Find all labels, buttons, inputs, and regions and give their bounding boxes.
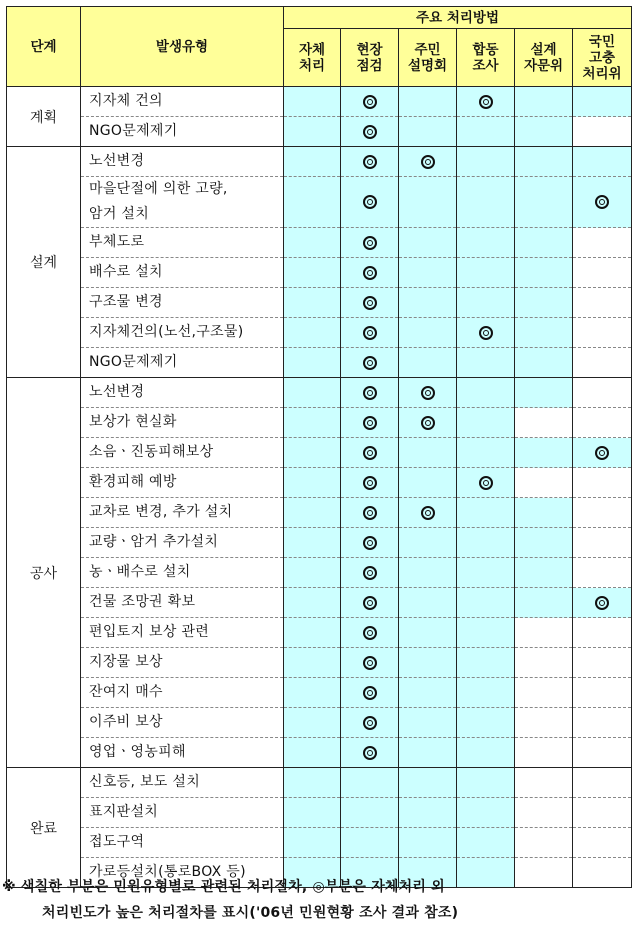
- double-circle-mark: [363, 125, 377, 139]
- method-cell: [573, 378, 632, 408]
- method-cell: [284, 408, 341, 438]
- type-line: 건물 조망권 확보: [89, 594, 196, 610]
- type-cell: [81, 618, 284, 648]
- table-row: [7, 378, 632, 408]
- method-cell: [457, 147, 515, 177]
- header-method-line: 국민: [588, 33, 616, 50]
- method-cell: [457, 258, 515, 288]
- method-cell: [515, 828, 573, 858]
- method-cell: [457, 177, 515, 228]
- double-circle-mark: [363, 446, 377, 460]
- header-method-line: 자체: [298, 41, 326, 58]
- type-line: 지장물 보상: [89, 654, 163, 670]
- double-circle-mark: [595, 446, 609, 460]
- double-circle-mark: [363, 266, 377, 280]
- method-cell: [284, 678, 341, 708]
- method-cell: [341, 828, 399, 858]
- method-cell: [515, 588, 573, 618]
- method-cell: [515, 798, 573, 828]
- method-cell: [515, 147, 573, 177]
- method-cell: [284, 798, 341, 828]
- table-row: [7, 528, 632, 558]
- method-cell: [341, 408, 399, 438]
- method-cell: [341, 258, 399, 288]
- type-cell: [81, 147, 284, 177]
- method-cell: [573, 288, 632, 318]
- method-cell: [573, 528, 632, 558]
- method-cell: [573, 618, 632, 648]
- method-cell: [341, 498, 399, 528]
- type-cell: [81, 117, 284, 147]
- header-method-line: 점검: [356, 57, 383, 74]
- method-cell: [515, 678, 573, 708]
- table-row: [7, 258, 632, 288]
- footnote-line-1: ※ 색칠한 부분은 민원유형별로 관련된 처리절차, ◎부분은 자체처리 외: [2, 879, 445, 895]
- method-cell: [399, 738, 457, 768]
- method-cell: [399, 378, 457, 408]
- method-cell: [457, 618, 515, 648]
- stage-cell: 설계: [7, 147, 81, 378]
- table-row: [7, 768, 632, 798]
- method-cell: [515, 558, 573, 588]
- method-cell: [457, 648, 515, 678]
- double-circle-mark: [363, 536, 377, 550]
- double-circle-mark: [363, 716, 377, 730]
- method-cell: [399, 558, 457, 588]
- method-cell: [573, 228, 632, 258]
- method-cell: [515, 288, 573, 318]
- header-method-line: 설명회: [407, 57, 448, 74]
- type-line: 신호등, 보도 설치: [89, 774, 201, 790]
- header-method-line: 처리: [298, 57, 326, 74]
- double-circle-mark: [595, 596, 609, 610]
- method-cell: [573, 177, 632, 228]
- footnote-line-2: 처리빈도가 높은 처리절차를 표시('06년 민원현황 조사 결과 참조): [42, 905, 459, 921]
- method-cell: [515, 738, 573, 768]
- type-line: 접도구역: [89, 834, 145, 850]
- method-cell: [457, 408, 515, 438]
- double-circle-mark: [363, 155, 377, 169]
- table-row: [7, 288, 632, 318]
- method-cell: [341, 147, 399, 177]
- method-cell: [341, 117, 399, 147]
- double-circle-mark: [421, 506, 435, 520]
- double-circle-mark: [421, 155, 435, 169]
- method-cell: [515, 648, 573, 678]
- header-method-line: 현장: [356, 41, 383, 58]
- table-row: [7, 348, 632, 378]
- method-cell: [573, 348, 632, 378]
- type-line: NGO문제제기: [89, 354, 178, 370]
- header-method-line: 자문위: [523, 57, 564, 74]
- method-cell: [284, 147, 341, 177]
- method-cell: [284, 87, 341, 117]
- method-cell: [284, 117, 341, 147]
- method-cell: [515, 378, 573, 408]
- table-row: [7, 648, 632, 678]
- method-cell: [341, 768, 399, 798]
- method-cell: [515, 177, 573, 228]
- method-cell: [399, 678, 457, 708]
- type-cell: [81, 288, 284, 318]
- header-method-2: [341, 29, 399, 87]
- method-cell: [284, 558, 341, 588]
- method-cell: [341, 318, 399, 348]
- type-cell: [81, 468, 284, 498]
- method-cell: [515, 498, 573, 528]
- table-row: [7, 147, 632, 177]
- method-cell: [573, 147, 632, 177]
- method-cell: [573, 768, 632, 798]
- method-cell: [573, 588, 632, 618]
- method-cell: [457, 438, 515, 468]
- method-cell: [341, 618, 399, 648]
- method-cell: [573, 678, 632, 708]
- method-cell: [284, 828, 341, 858]
- type-cell: [81, 588, 284, 618]
- method-cell: [399, 408, 457, 438]
- method-cell: [573, 708, 632, 738]
- header-method-line: 고충: [588, 49, 616, 66]
- type-line: 잔여지 매수: [89, 684, 163, 700]
- type-line: 편입토지 보상 관련: [89, 624, 210, 640]
- method-cell: [457, 678, 515, 708]
- method-cell: [341, 177, 399, 228]
- method-cell: [284, 528, 341, 558]
- method-cell: [573, 318, 632, 348]
- header-method-6: [573, 29, 632, 87]
- method-cell: [457, 117, 515, 147]
- method-cell: [341, 348, 399, 378]
- method-cell: [573, 408, 632, 438]
- method-cell: [457, 348, 515, 378]
- method-cell: [341, 528, 399, 558]
- method-cell: [341, 678, 399, 708]
- method-cell: [573, 258, 632, 288]
- method-cell: [341, 738, 399, 768]
- double-circle-mark: [363, 686, 377, 700]
- double-circle-mark: [363, 596, 377, 610]
- method-cell: [457, 738, 515, 768]
- table-row: [7, 117, 632, 147]
- method-cell: [341, 228, 399, 258]
- method-cell: [515, 438, 573, 468]
- method-cell: [284, 588, 341, 618]
- double-circle-mark: [363, 95, 377, 109]
- type-line: 교량ㆍ암거 추가설치: [89, 534, 219, 550]
- double-circle-mark: [479, 476, 493, 490]
- method-cell: [457, 528, 515, 558]
- type-line: 부체도로: [89, 234, 145, 250]
- type-line: 노선변경: [89, 153, 145, 169]
- method-cell: [457, 558, 515, 588]
- type-line: 표지판설치: [89, 804, 159, 820]
- type-cell: [81, 348, 284, 378]
- method-cell: [573, 828, 632, 858]
- method-cell: [399, 648, 457, 678]
- header-stage: 단계: [7, 7, 81, 87]
- method-cell: [284, 378, 341, 408]
- method-cell: [341, 648, 399, 678]
- method-cell: [284, 708, 341, 738]
- double-circle-mark: [363, 746, 377, 760]
- table-row: [7, 588, 632, 618]
- double-circle-mark: [363, 386, 377, 400]
- method-cell: [515, 258, 573, 288]
- double-circle-mark: [363, 236, 377, 250]
- method-cell: [284, 177, 341, 228]
- method-cell: [515, 408, 573, 438]
- method-cell: [399, 288, 457, 318]
- method-cell: [284, 288, 341, 318]
- type-line: 영업ㆍ영농피해: [89, 744, 186, 760]
- table-row: [7, 438, 632, 468]
- type-cell: [81, 828, 284, 858]
- table-row: [7, 708, 632, 738]
- method-cell: [341, 708, 399, 738]
- method-cell: [573, 558, 632, 588]
- table-row: [7, 177, 632, 228]
- method-cell: [399, 147, 457, 177]
- method-cell: [573, 738, 632, 768]
- type-cell: [81, 558, 284, 588]
- double-circle-mark: [363, 195, 377, 209]
- table-row: [7, 228, 632, 258]
- method-cell: [457, 318, 515, 348]
- type-cell: [81, 738, 284, 768]
- type-line: 노선변경: [89, 384, 145, 400]
- method-cell: [399, 177, 457, 228]
- type-cell: [81, 798, 284, 828]
- method-cell: [341, 558, 399, 588]
- table-row: [7, 678, 632, 708]
- method-cell: [573, 438, 632, 468]
- method-cell: [515, 228, 573, 258]
- table-row: [7, 498, 632, 528]
- method-cell: [457, 498, 515, 528]
- method-cell: [515, 87, 573, 117]
- method-cell: [399, 87, 457, 117]
- method-cell: [341, 378, 399, 408]
- method-cell: [457, 588, 515, 618]
- type-line: 소음ㆍ진동피해보상: [89, 444, 214, 460]
- method-cell: [399, 318, 457, 348]
- method-cell: [399, 528, 457, 558]
- method-cell: [573, 87, 632, 117]
- method-cell: [399, 438, 457, 468]
- table-row: [7, 408, 632, 438]
- method-cell: [399, 618, 457, 648]
- method-cell: [457, 378, 515, 408]
- header-method-5: [515, 29, 573, 87]
- stage-cell: 계획: [7, 87, 81, 147]
- method-cell: [457, 288, 515, 318]
- type-line: 보상가 현실화: [89, 414, 177, 430]
- method-cell: [515, 708, 573, 738]
- type-cell: [81, 648, 284, 678]
- type-line: 암거 설치: [89, 206, 150, 222]
- type-line: 지자체건의(노선,구조물): [89, 324, 244, 340]
- table-row: [7, 798, 632, 828]
- method-cell: [399, 768, 457, 798]
- double-circle-mark: [479, 95, 493, 109]
- header-method-1: [284, 29, 341, 87]
- type-cell: [81, 228, 284, 258]
- method-cell: [284, 498, 341, 528]
- header-method-line: 조사: [472, 57, 499, 74]
- type-line: 농ㆍ배수로 설치: [89, 564, 191, 580]
- method-cell: [284, 258, 341, 288]
- type-line: 가로등설치(통로BOX 등): [89, 864, 246, 880]
- double-circle-mark: [363, 626, 377, 640]
- method-cell: [515, 468, 573, 498]
- table-body: [7, 87, 632, 888]
- double-circle-mark: [421, 416, 435, 430]
- table-row: [7, 828, 632, 858]
- method-cell: [573, 468, 632, 498]
- method-cell: [399, 258, 457, 288]
- method-cell: [399, 228, 457, 258]
- method-cell: [284, 618, 341, 648]
- type-line: 마을단절에 의한 고량,: [89, 181, 228, 197]
- method-cell: [284, 228, 341, 258]
- method-cell: [457, 468, 515, 498]
- method-cell: [284, 348, 341, 378]
- method-cell: [457, 87, 515, 117]
- header-method-4: [457, 29, 515, 87]
- double-circle-mark: [363, 476, 377, 490]
- double-circle-mark: [363, 356, 377, 370]
- double-circle-mark: [363, 656, 377, 670]
- method-cell: [284, 768, 341, 798]
- type-line: 환경피해 예방: [89, 474, 177, 490]
- type-line: NGO문제제기: [89, 123, 178, 139]
- method-cell: [284, 438, 341, 468]
- method-cell: [457, 828, 515, 858]
- type-line: 구조물 변경: [89, 294, 163, 310]
- double-circle-mark: [479, 326, 493, 340]
- method-cell: [457, 708, 515, 738]
- header-methods-group: 주요 처리방법: [284, 7, 632, 29]
- type-cell: [81, 438, 284, 468]
- header-method-3: [399, 29, 457, 87]
- double-circle-mark: [363, 296, 377, 310]
- type-cell: [81, 768, 284, 798]
- method-cell: [573, 498, 632, 528]
- method-cell: [457, 228, 515, 258]
- method-cell: [399, 498, 457, 528]
- double-circle-mark: [363, 566, 377, 580]
- complaint-handling-table: [6, 6, 632, 888]
- method-cell: [284, 468, 341, 498]
- type-line: 교차로 변경, 추가 설치: [89, 504, 233, 520]
- type-cell: [81, 498, 284, 528]
- double-circle-mark: [595, 195, 609, 209]
- method-cell: [341, 588, 399, 618]
- table-row: [7, 318, 632, 348]
- type-line: 지자체 건의: [89, 93, 163, 109]
- type-cell: [81, 378, 284, 408]
- method-cell: [515, 348, 573, 378]
- method-cell: [341, 438, 399, 468]
- method-cell: [457, 768, 515, 798]
- table-row: [7, 468, 632, 498]
- method-cell: [399, 708, 457, 738]
- method-cell: [515, 618, 573, 648]
- method-cell: [399, 348, 457, 378]
- method-cell: [341, 87, 399, 117]
- method-cell: [457, 798, 515, 828]
- table-row: [7, 558, 632, 588]
- method-cell: [515, 528, 573, 558]
- method-cell: [515, 768, 573, 798]
- method-cell: [341, 468, 399, 498]
- method-cell: [515, 117, 573, 147]
- method-cell: [515, 318, 573, 348]
- type-line: 이주비 보상: [89, 714, 163, 730]
- method-cell: [284, 318, 341, 348]
- method-cell: [341, 798, 399, 828]
- type-cell: [81, 87, 284, 117]
- type-cell: [81, 678, 284, 708]
- double-circle-mark: [421, 386, 435, 400]
- double-circle-mark: [363, 416, 377, 430]
- footnote: [2, 874, 635, 926]
- header-method-line: 합동: [472, 41, 499, 58]
- table-row: [7, 618, 632, 648]
- type-line: 배수로 설치: [89, 264, 163, 280]
- method-cell: [399, 588, 457, 618]
- method-cell: [284, 738, 341, 768]
- header-method-line: 설계: [530, 41, 557, 58]
- method-cell: [341, 288, 399, 318]
- stage-cell: 공사: [7, 378, 81, 768]
- table-row: [7, 738, 632, 768]
- double-circle-mark: [363, 506, 377, 520]
- type-cell: [81, 318, 284, 348]
- method-cell: [399, 468, 457, 498]
- method-cell: [284, 648, 341, 678]
- type-cell: [81, 408, 284, 438]
- header-method-line: 주민: [414, 41, 441, 58]
- header-type: 발생유형: [81, 7, 284, 87]
- type-cell: [81, 708, 284, 738]
- method-cell: [399, 117, 457, 147]
- type-cell: [81, 258, 284, 288]
- double-circle-mark: [363, 326, 377, 340]
- header-method-line: 처리위: [582, 65, 622, 82]
- method-cell: [399, 828, 457, 858]
- type-cell: [81, 177, 284, 228]
- method-cell: [573, 648, 632, 678]
- type-cell: [81, 528, 284, 558]
- method-cell: [399, 798, 457, 828]
- method-cell: [573, 798, 632, 828]
- stage-cell: 완료: [7, 768, 81, 888]
- table-row: [7, 87, 632, 117]
- method-cell: [573, 117, 632, 147]
